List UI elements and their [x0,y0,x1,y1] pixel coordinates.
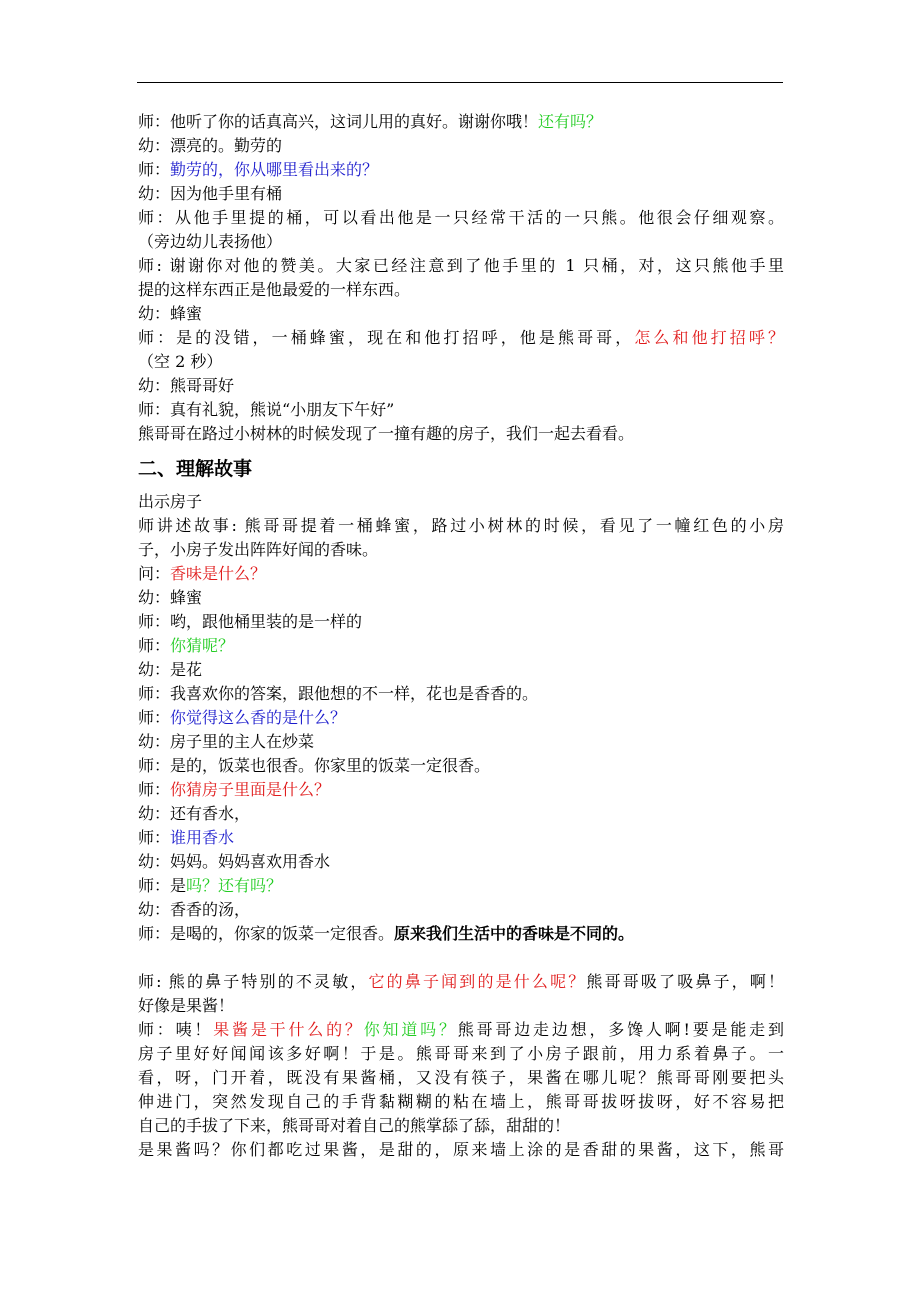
dialogue-line: 熊哥哥在路过小树林的时候发现了一撞有趣的房子，我们一起去看看。 [138,424,635,443]
dialogue-line: 师：是的没错，一桶蜂蜜，现在和他打招呼，他是熊哥哥，怎么和他打招呼？ [138,328,784,347]
dialogue-line: 师：是的，饭菜也很香。你家里的饭菜一定很香。 [138,756,491,775]
blank-line [138,946,784,970]
dialogue-line: （旁边幼儿表扬他） [138,232,283,251]
dialogue-line: 师：你猜房子里面是什么？ [138,780,331,799]
dialogue-line: 幼：是花 [138,660,203,679]
dialogue-line: 师：从他手里提的桶，可以看出他是一只经常干活的一只熊。他很会仔细观察。 [138,208,784,227]
highlight-red: 你猜房子里面是什么？ [170,780,331,799]
dialogue-line: 师: 熊的鼻子特别的不灵敏，它的鼻子闻到的是什么呢？熊哥哥吸了吸鼻子，啊！ [138,972,784,991]
dialogue-line: 看，呀，门开着，既没有果酱桶，又没有筷子，果酱在哪儿呢？熊哥哥刚要把头 [138,1068,784,1087]
document-page [138,110,784,1162]
section-heading: 二、理解故事 [138,458,253,480]
dialogue-line: 提的这样东西正是他最爱的一样东西。 [138,280,411,299]
highlight-blue: 谁用香水 [170,828,235,847]
dialogue-line: 好像是果酱！ [138,996,235,1015]
highlight-green: 你知道吗？ [363,1020,458,1039]
dialogue-line: 问：香味是什么？ [138,564,267,583]
dialogue-line: 师：谁用香水 [138,828,235,847]
dialogue-line: 子，小房子发出阵阵好闻的香味。 [138,540,379,559]
dialogue-line: 师：你觉得这么香的是什么？ [138,708,347,727]
bold-statement: 原来我们生活中的香味是不同的。 [394,924,635,943]
dialogue-line: 幼：房子里的主人在炒菜 [138,732,315,751]
dialogue-line: 师：他听了你的话真高兴，这词儿用的真好。谢谢你哦！还有吗？ [138,112,603,131]
dialogue-line: 幼：漂亮的。勤劳的 [138,136,283,155]
dialogue-line: 师：是喝的，你家的饭菜一定很香。原来我们生活中的香味是不同的。 [138,924,635,943]
dialogue-line: 师：真有礼貌，熊说“小朋友下午好” [138,400,395,419]
highlight-green: 还有吗？ [538,112,603,131]
header-rule [137,82,783,83]
dialogue-line: 自己的手拔了下来，熊哥哥对着自己的熊掌舔了舔，甜甜的！ [138,1116,571,1135]
dialogue-line: 师: 谢谢你对他的赞美。大家已经注意到了他手里的 1 只桶，对，这只熊他手里 [138,256,784,275]
dialogue-line: 幼：因为他手里有桶 [138,184,283,203]
highlight-green: 你猜呢？ [170,636,235,655]
dialogue-line: 出示房子 [138,492,203,511]
dialogue-line: 幼：蜂蜜 [138,588,203,607]
dialogue-line: 房子里好好闻闻该多好啊！于是。熊哥哥来到了小房子跟前，用力系着鼻子。一 [138,1044,784,1063]
dialogue-line: 师：勤劳的，你从哪里看出来的？ [138,160,379,179]
highlight-blue: 你觉得这么香的是什么？ [170,708,347,727]
dialogue-line: 幼：熊哥哥好 [138,376,235,395]
dialogue-line: 师：你猜呢？ [138,636,235,655]
highlight-red: 香味是什么？ [170,564,267,583]
dialogue-line: 幼：妈妈。妈妈喜欢用香水 [138,852,331,871]
dialogue-line: （空 2 秒） [138,352,223,371]
highlight-red: 怎么和他打招呼？ [634,328,784,347]
dialogue-line: 师：哟，跟他桶里装的是一样的 [138,612,363,631]
dialogue-line: 是果酱吗？你们都吃过果酱，是甜的，原来墙上涂的是香甜的果酱，这下，熊哥 [138,1140,784,1159]
dialogue-line: 幼：蜂蜜 [138,304,203,323]
dialogue-line: 师：咦！果酱是干什么的？你知道吗？熊哥哥边走边想，多馋人啊!要是能走到 [138,1020,784,1039]
dialogue-line: 伸进门，突然发现自己的手背黏糊糊的粘在墙上，熊哥哥拔呀拔呀，好不容易把 [138,1092,784,1111]
dialogue-line: 幼：香香的汤， [138,900,251,919]
highlight-blue: 勤劳的，你从哪里看出来的？ [170,160,379,179]
highlight-red: 它的鼻子闻到的是什么呢？ [368,972,587,991]
dialogue-line: 师讲述故事: 熊哥哥提着一桶蜂蜜，路过小树林的时候，看见了一幢红色的小房 [138,516,784,535]
dialogue-line: 师：是吗？还有吗？ [138,876,283,895]
dialogue-line: 幼：还有香水， [138,804,251,823]
highlight-red: 果酱是干什么的？ [213,1020,364,1039]
dialogue-line: 师：我喜欢你的答案，跟他想的不一样，花也是香香的。 [138,684,539,703]
highlight-green: 吗？还有吗？ [186,876,283,895]
